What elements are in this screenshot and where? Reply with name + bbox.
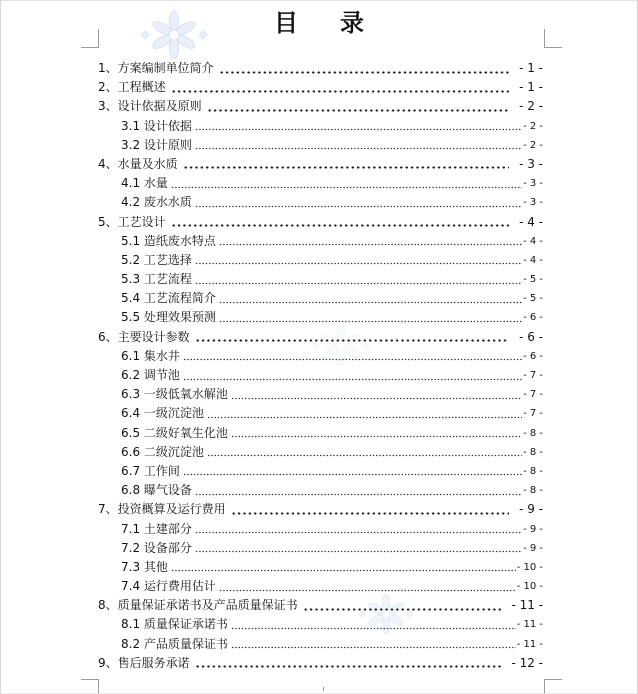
toc-entry-label: 8.1 质量保证承诺书 xyxy=(121,617,228,632)
toc-entry-label: 3.2 设计原则 xyxy=(121,137,192,152)
toc-entry-page: - 2 - xyxy=(523,139,543,151)
toc-entry-page: - 4 - xyxy=(523,254,543,266)
dot-leader xyxy=(231,385,522,404)
toc-entry-2[interactable] xyxy=(98,78,543,97)
toc-entry-label: 6.7 工作间 xyxy=(121,463,180,478)
toc-entry-page: - 9 - xyxy=(519,502,543,517)
toc-entry-6-3[interactable] xyxy=(98,385,543,404)
toc-entry-page: - 4 - xyxy=(523,235,543,247)
toc-entry-page: - 6 - xyxy=(523,312,543,324)
toc-entry-7-2[interactable] xyxy=(98,539,543,558)
toc-entry-label: 5.1 造纸废水特点 xyxy=(121,233,216,248)
toc-entry-page: - 9 - xyxy=(523,542,543,554)
toc-entry-7-4[interactable] xyxy=(98,577,543,596)
toc-entry-6-1[interactable] xyxy=(98,347,543,366)
dot-leader xyxy=(207,443,522,462)
toc-entry-4-2[interactable] xyxy=(98,193,543,212)
toc-entry-5-2[interactable] xyxy=(98,251,543,270)
toc-entry-6-8[interactable] xyxy=(98,481,543,500)
toc-entry-label: 3、设计依据及原则 xyxy=(98,99,202,114)
toc-entry-label: 7.1 土建部分 xyxy=(121,521,192,536)
toc-entry-label: 4.1 水量 xyxy=(121,176,168,191)
toc-entry-6-4[interactable] xyxy=(98,404,543,423)
toc-entry-label: 6.5 二级好氧生化池 xyxy=(121,425,228,440)
toc-entry-label: 5.5 处理效果预测 xyxy=(121,310,216,325)
dot-leader xyxy=(195,654,502,673)
dot-leader xyxy=(183,155,509,174)
dot-leader xyxy=(195,520,522,539)
toc-entry-page: - 7 - xyxy=(523,408,543,420)
toc-entry-8-1[interactable] xyxy=(98,615,543,634)
toc-entry-label: 1、方案编制单位简介 xyxy=(98,61,214,75)
table-of-contents xyxy=(98,59,543,673)
dot-leader xyxy=(207,404,522,423)
toc-entry-page: - 5 - xyxy=(523,274,543,286)
toc-entry-page: - 11 - xyxy=(516,619,543,631)
dot-leader xyxy=(219,59,509,78)
toc-entry-7[interactable] xyxy=(98,500,543,519)
toc-entry-6-5[interactable] xyxy=(98,424,543,443)
dot-leader xyxy=(219,232,522,251)
toc-entry-3-1[interactable] xyxy=(98,117,543,136)
toc-entry-page: - 6 - xyxy=(519,329,543,344)
toc-entry-label: 6、主要设计参数 xyxy=(98,329,190,344)
toc-entry-6-7[interactable] xyxy=(98,462,543,481)
toc-entry-label: 5、工艺设计 xyxy=(98,214,166,229)
dot-leader xyxy=(183,462,522,481)
dot-leader xyxy=(171,78,509,97)
dot-leader xyxy=(183,366,522,385)
dot-leader xyxy=(303,596,502,615)
toc-entry-page: - 11 - xyxy=(511,598,543,613)
toc-entry-label: 8、质量保证承诺书及产品质量保证书 xyxy=(98,598,298,613)
toc-entry-page: - 1 - xyxy=(519,80,543,95)
toc-entry-5-3[interactable] xyxy=(98,270,543,289)
toc-entry-label: 6.6 二级沉淀池 xyxy=(121,444,204,459)
dot-leader xyxy=(231,615,516,634)
toc-entry-page: - 8 - xyxy=(523,485,543,497)
dot-leader xyxy=(195,481,522,500)
dot-leader xyxy=(231,635,516,654)
toc-entry-5-1[interactable] xyxy=(98,232,543,251)
dot-leader xyxy=(231,500,509,519)
toc-entry-label: 7、投资概算及运行费用 xyxy=(98,502,226,517)
toc-entry-page: - 6 - xyxy=(523,350,543,362)
toc-entry-page: - 10 - xyxy=(516,581,543,593)
dot-leader xyxy=(195,117,522,136)
toc-entry-8-2[interactable] xyxy=(98,635,543,654)
toc-entry-label: 8.2 产品质量保证书 xyxy=(121,636,228,651)
dot-leader xyxy=(171,558,516,577)
toc-entry-label: 9、售后服务承诺 xyxy=(98,655,190,670)
toc-entry-label: 4.2 废水水质 xyxy=(121,195,192,210)
toc-entry-page: - 8 - xyxy=(523,427,543,439)
toc-entry-page: - 7 - xyxy=(523,370,543,381)
toc-entry-label: 4、水量及水质 xyxy=(98,156,178,171)
toc-entry-9[interactable] xyxy=(98,654,543,673)
dot-leader xyxy=(171,174,522,193)
dot-leader xyxy=(195,193,522,212)
toc-entry-page: - 10 - xyxy=(516,561,543,573)
dot-leader xyxy=(195,251,522,270)
toc-entry-label: 7.3 其他 xyxy=(121,559,168,574)
footer-mark xyxy=(323,687,324,691)
toc-entry-label: 6.3 一级低氧水解池 xyxy=(121,387,228,402)
toc-entry-page: - 1 - xyxy=(519,61,543,75)
toc-entry-3-2[interactable] xyxy=(98,136,543,155)
toc-entry-7-3[interactable] xyxy=(98,558,543,577)
toc-entry-8[interactable] xyxy=(98,596,543,615)
toc-entry-4[interactable] xyxy=(98,155,543,174)
toc-entry-6-2[interactable] xyxy=(98,366,543,385)
toc-entry-page: - 9 - xyxy=(523,523,543,535)
toc-entry-page: - 4 - xyxy=(519,214,543,229)
toc-entry-page: - 3 - xyxy=(519,156,543,171)
toc-entry-label: 6.4 一级沉淀池 xyxy=(121,406,204,421)
toc-entry-6[interactable] xyxy=(98,328,543,347)
toc-entry-label: 6.8 曝气设备 xyxy=(121,483,192,498)
dot-leader xyxy=(207,97,509,116)
crop-mark-bottom-right xyxy=(544,679,562,694)
toc-entry-5[interactable] xyxy=(98,213,543,232)
dot-leader xyxy=(195,270,522,289)
dot-leader xyxy=(195,136,522,155)
toc-entry-7-1[interactable] xyxy=(98,520,543,539)
dot-leader xyxy=(195,539,522,558)
toc-entry-3[interactable] xyxy=(98,97,543,116)
dot-leader xyxy=(219,308,522,327)
dot-leader xyxy=(219,577,516,596)
dot-leader xyxy=(183,347,522,366)
toc-entry-page: - 3 - xyxy=(523,178,543,190)
toc-entry-page: - 12 - xyxy=(511,655,543,670)
toc-entry-label: 5.4 工艺流程简介 xyxy=(121,291,216,306)
toc-entry-label: 7.4 运行费用估计 xyxy=(121,579,216,594)
toc-entry-page: - 2 - xyxy=(519,99,543,114)
toc-title: 目 录 xyxy=(274,9,373,37)
toc-entry-page: - 8 - xyxy=(523,446,543,458)
toc-entry-6-6[interactable] xyxy=(98,443,543,462)
toc-entry-label: 7.2 设备部分 xyxy=(121,540,192,555)
toc-entry-label: 2、工程概述 xyxy=(98,80,166,95)
toc-entry-5-5[interactable] xyxy=(98,308,543,327)
dot-leader xyxy=(171,213,509,232)
dot-leader xyxy=(231,424,522,443)
toc-entry-page: - 7 - xyxy=(523,389,543,401)
toc-entry-label: 5.2 工艺选择 xyxy=(121,252,192,267)
toc-entry-4-1[interactable] xyxy=(98,174,543,193)
toc-entry-label: 3.1 设计依据 xyxy=(121,118,192,133)
toc-entry-page: - 5 - xyxy=(523,293,543,305)
toc-entry-page: - 11 - xyxy=(516,638,543,650)
toc-entry-5-4[interactable] xyxy=(98,289,543,308)
crop-mark-bottom-left xyxy=(81,679,99,694)
dot-leader xyxy=(219,289,522,308)
toc-entry-page: - 2 - xyxy=(523,120,543,132)
toc-entry-label: 6.1 集水井 xyxy=(121,348,180,363)
toc-entry-1[interactable] xyxy=(98,59,543,78)
toc-entry-label: 5.3 工艺流程 xyxy=(121,272,192,287)
toc-entry-page: - 3 - xyxy=(523,197,543,209)
dot-leader xyxy=(195,328,509,347)
toc-entry-label: 6.2 调节池 xyxy=(121,368,180,382)
toc-entry-page: - 8 - xyxy=(523,465,543,477)
